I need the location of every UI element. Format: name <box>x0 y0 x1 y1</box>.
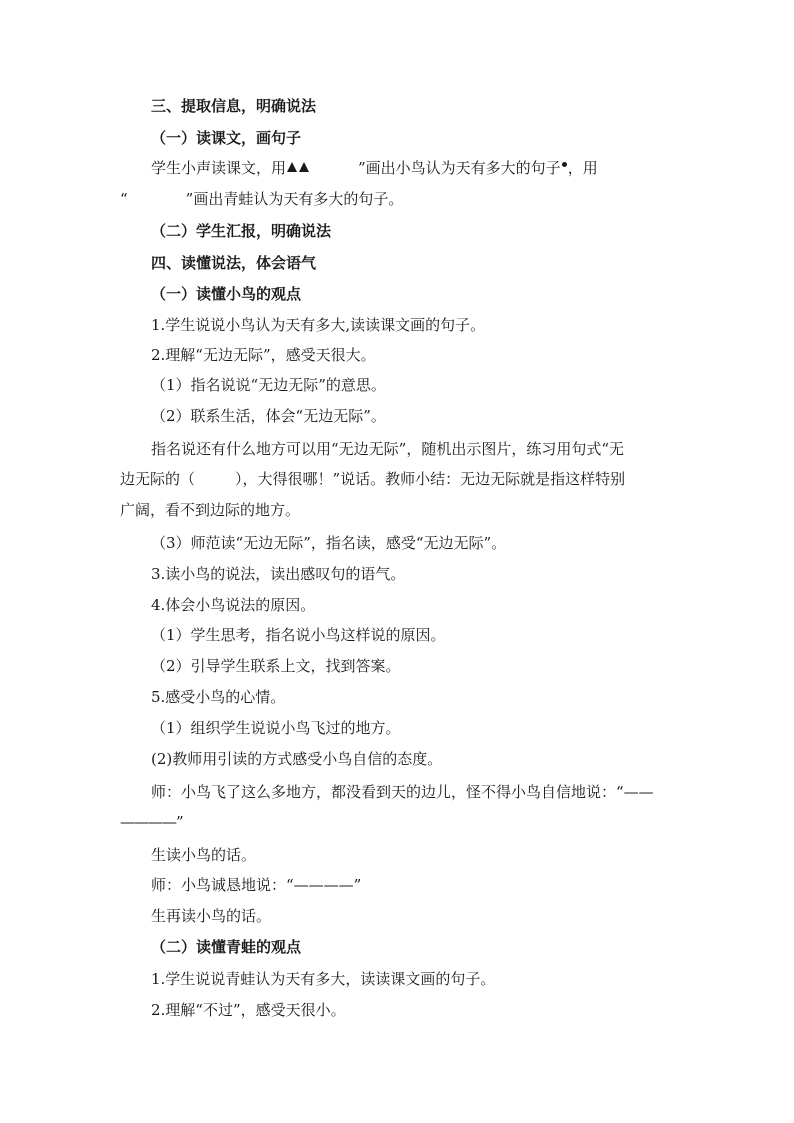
section-heading-3: 三、提取信息，明确说法 <box>151 97 317 115</box>
text-segment: ），大得很哪！”说话。教师小结：无边无际就是指这样特别 <box>235 470 626 488</box>
dot-mark-icon <box>562 162 567 167</box>
subheading-report: （二）学生汇报，明确说法 <box>151 222 332 240</box>
text-segment: 学生小声读课文，用 <box>151 159 287 177</box>
subheading-frog-view: （二）读懂青蛙的观点 <box>151 938 302 956</box>
text-segment: 边无际的（ <box>120 470 196 488</box>
list-item: (2)教师用引读的方式感受小鸟自信的态度。 <box>151 750 443 768</box>
subheading-read-and-mark: （一）读课文，画句子 <box>151 129 302 147</box>
list-item: （1）组织学生说说小鸟飞过的地方。 <box>151 719 401 737</box>
list-item: （3）师范读“无边无际”，指名读，感受“无边无际”。 <box>151 534 507 552</box>
triangle-mark-icon <box>287 162 297 172</box>
text-segment: ，用 <box>567 159 598 177</box>
subheading-bird-view: （一）读懂小鸟的观点 <box>151 285 302 303</box>
dialogue-line: 生读小鸟的话。 <box>151 846 257 864</box>
dialogue-line: 生再读小鸟的话。 <box>151 907 272 925</box>
dialogue-line: ————” <box>120 813 183 831</box>
paragraph-line <box>120 469 625 489</box>
list-item: 2.理解“不过”，感受天很小。 <box>151 1001 346 1019</box>
text-segment: “ <box>120 190 128 208</box>
paragraph-line: 指名说还有什么地方可以用“无边无际”，随机出示图片，练习用句式“无 <box>151 440 625 458</box>
text-segment: ”画出小鸟认为天有多大的句子 <box>358 159 561 177</box>
dialogue-line: 师：小鸟诚恳地说：“————” <box>151 876 362 894</box>
list-item: 1.学生说说青蛙认为天有多大，读读课文画的句子。 <box>151 970 496 988</box>
triangle-mark-icon <box>299 162 309 172</box>
list-item: （1）学生思考，指名说小鸟这样说的原因。 <box>151 626 446 644</box>
list-item: 3.读小鸟的说法，读出感叹句的语气。 <box>151 565 406 583</box>
list-item: （2）引导学生联系上文，找到答案。 <box>151 657 401 675</box>
list-item: （1）指名说说“无边无际”的意思。 <box>151 376 386 394</box>
paragraph-mark-sentences-line2 <box>120 189 403 209</box>
dialogue-line: 师：小鸟飞了这么多地方，都没看到天的边儿，怪不得小鸟自信地说：“—— <box>151 783 654 801</box>
list-item: 2.理解“无边无际”，感受天很大。 <box>151 346 376 364</box>
section-heading-4: 四、读懂说法，体会语气 <box>151 254 317 272</box>
paragraph-line: 广阔，看不到边际的地方。 <box>120 501 301 519</box>
list-item: 5.感受小鸟的心情。 <box>151 688 286 706</box>
list-item: 1.学生说说小鸟认为天有多大,读读课文画的句子。 <box>151 316 486 334</box>
list-item: （2）联系生活，体会“无边无际”。 <box>151 407 386 425</box>
list-item: 4.体会小鸟说法的原因。 <box>151 596 316 614</box>
text-segment: ”画出青蛙认为天有多大的句子。 <box>185 190 404 208</box>
paragraph-mark-sentences-line1 <box>151 158 598 178</box>
